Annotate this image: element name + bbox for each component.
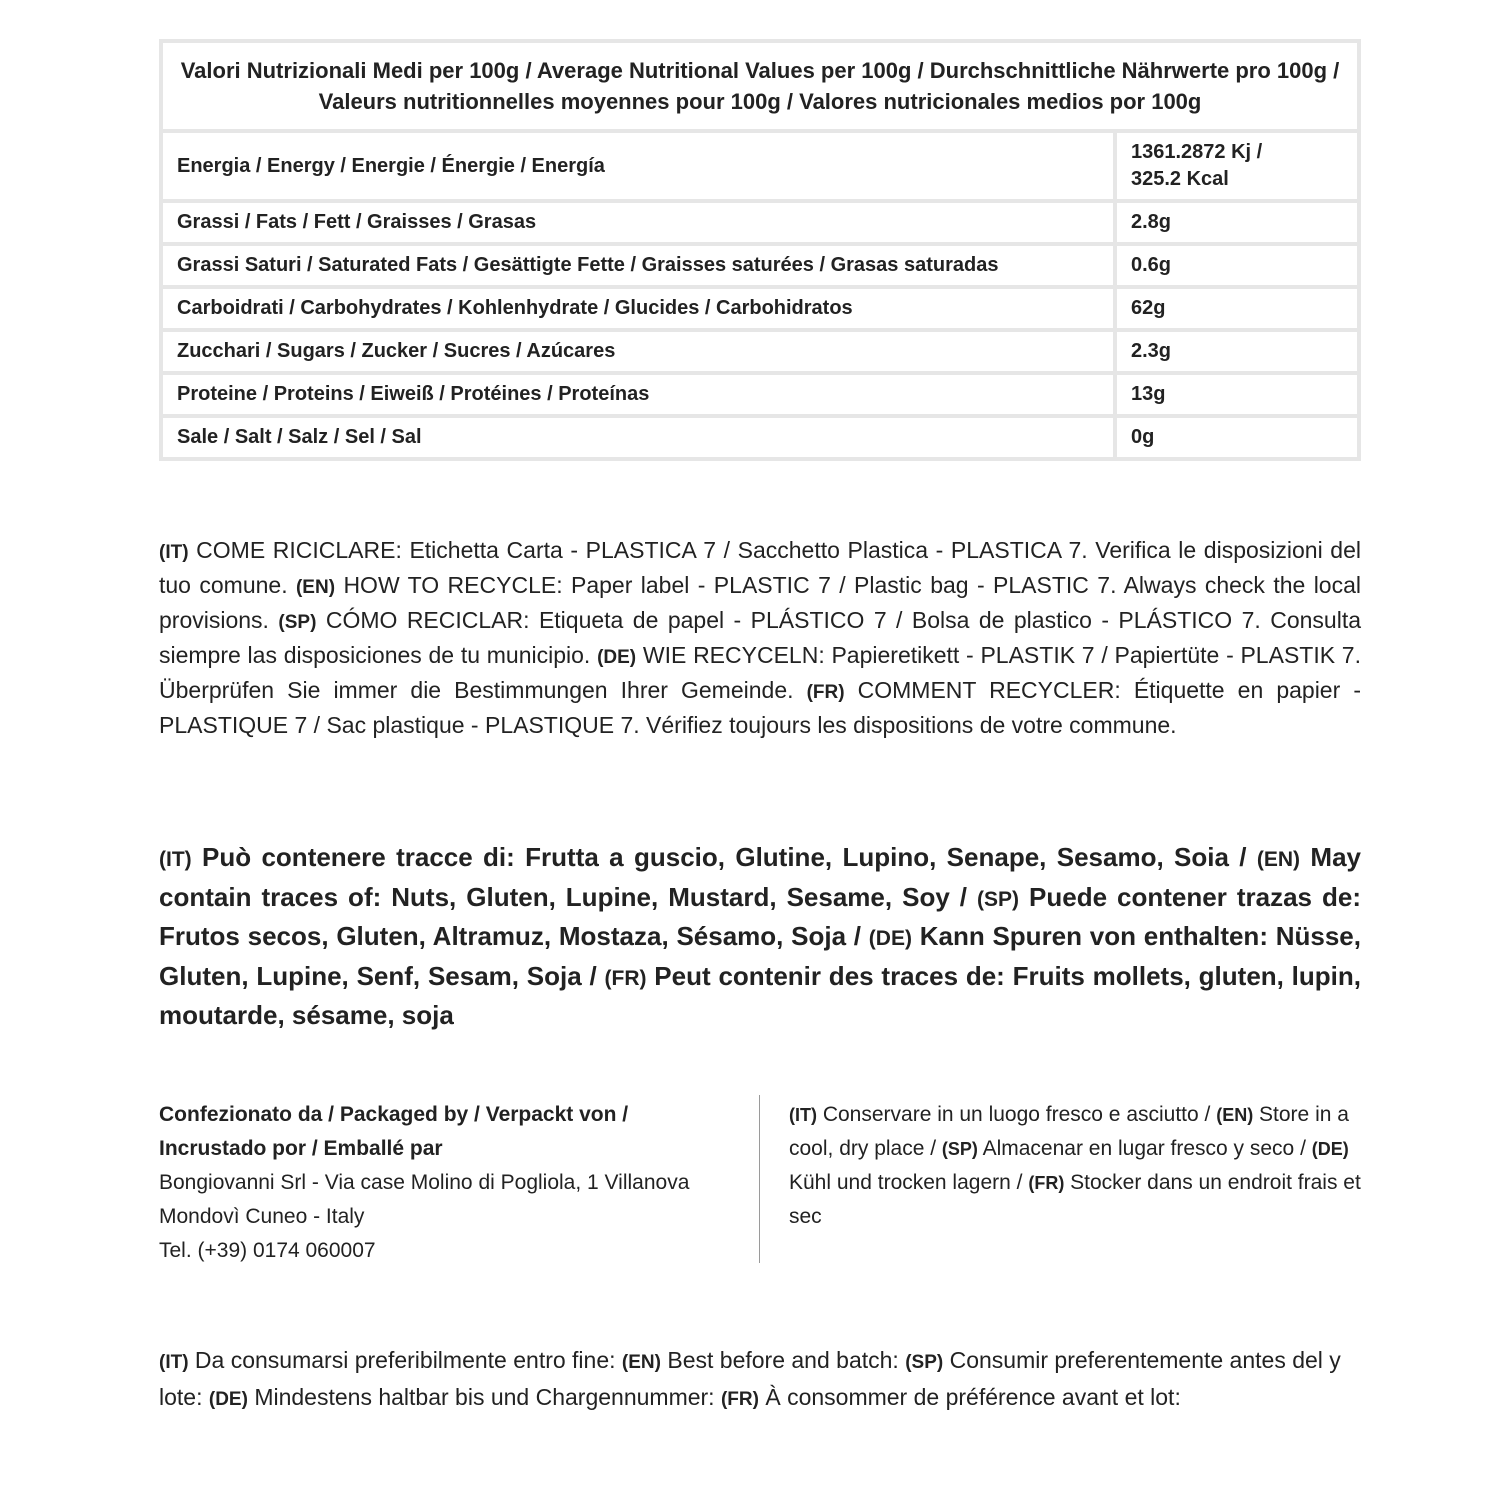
lang-tag-sp: (SP) [905,1352,944,1373]
storage-text-sp: Almacenar en lugar fresco y seco / [977,1137,1312,1160]
lang-tag-sp: (SP) [977,887,1020,911]
nutrient-label: Energia / Energy / Energie / Énergie / Energía [161,131,1115,201]
nutrition-row-carbohydrates [161,287,1359,330]
best-before-text-de: Mindestens haltbar bis und Chargennummer: [247,1384,721,1410]
best-before-text-fr: À consommer de préférence avant et lot: [758,1384,1181,1410]
nutrition-row-energy [161,131,1359,201]
nutrient-label: Proteine / Proteins / Eiweiß / Protéines / Proteínas [161,373,1115,416]
storage-text-en: Store in a cool, dry place / [789,1103,1349,1160]
packager-header-line2: Incrustado por / Emballé par [159,1137,443,1160]
recycle-text-de: WIE RECYCELN: Papieretikett - PLASTIK 7 / Papiertüte - PLASTIK 7. Überprüfen Sie immer die Bestimmungen Ihrer Gemeinde. [159,642,1361,703]
packager-address-line1: Bongiovanni Srl - Via case Molino di Pogliola, 1 Villanova [159,1171,690,1194]
lang-tag-it: (IT) [789,1105,817,1125]
lang-tag-en: (EN) [295,577,336,598]
allergen-text-fr: Peut contenir des traces de: Fruits mollets, gluten, lupin, moutarde, sésame, soja [159,960,1362,1030]
allergen-text-en: May contain traces of: Nuts, Gluten, Lupine, Mustard, Sesame, Soy / [159,842,1361,912]
lang-tag-fr: (FR) [1028,1173,1065,1193]
lang-tag-en: (EN) [621,1352,661,1373]
column-divider [759,1095,760,1263]
nutrient-label: Zucchari / Sugars / Zucker / Sucres / Azúcares [161,330,1115,373]
recycle-text-sp: CÓMO RECICLAR: Etiqueta de papel - PLÁSTICO 7 / Bolsa de plastico - PLÁSTICO 7. Consulta siempre las disposiciones de tu municipio. [159,607,1362,668]
allergen-warning [159,839,1361,1034]
energy-kj-value: 1361.2872 Kj / [1131,141,1263,163]
packager-phone: Tel. (+39) 0174 060007 [159,1239,376,1262]
nutrient-value [1115,131,1359,201]
allergen-text-it: Può contenere tracce di: Frutta a guscio, Glutine, Lupino, Senape, Sesamo, Soia / [191,842,1257,872]
nutrient-label: Grassi / Fats / Fett / Graisses / Grasas [161,201,1115,244]
lang-tag-en: (EN) [1216,1105,1254,1125]
lang-tag-de: (DE) [597,647,637,668]
packager-info [159,1098,739,1268]
nutrition-table [159,39,1361,461]
best-before-info [159,1343,1364,1417]
nutrient-value: 0g [1115,416,1359,459]
nutrient-value: 0.6g [1115,244,1359,287]
lang-tag-de: (DE) [208,1389,248,1410]
recycle-text-en: HOW TO RECYCLE: Paper label - PLASTIC 7 / Plastic bag - PLASTIC 7. Always check the local provisions. [159,572,1361,633]
allergen-text-sp: Puede contener trazas de: Frutos secos, Gluten, Altramuz, Mostaza, Sésamo, Soja / [159,881,1361,951]
nutrient-value: 2.3g [1115,330,1359,373]
lang-tag-fr: (FR) [806,682,845,703]
best-before-text-sp: Consumir preferentemente antes del y lote: [159,1347,1341,1410]
nutrient-label: Grassi Saturi / Saturated Fats / Gesättigte Fette / Graisses saturées / Grasas saturadas [161,244,1115,287]
nutrition-table-header: Valori Nutrizionali Medi per 100g / Average Nutritional Values per 100g / Durchschnittliche Nährwerte pro 100g / Valeurs nutritionnelles moyennes pour 100g / Valores nutricionales medios por 100g [161,41,1359,131]
lang-tag-sp: (SP) [278,612,317,633]
nutrient-label: Sale / Salt / Salz / Sel / Sal [161,416,1115,459]
best-before-text-en: Best before and batch: [660,1347,906,1373]
nutrient-value: 2.8g [1115,201,1359,244]
lang-tag-de: (DE) [868,927,912,950]
nutrition-row-salt [161,416,1359,459]
nutrient-value: 13g [1115,373,1359,416]
lang-tag-fr: (FR) [604,966,647,990]
recycling-instructions [159,534,1361,742]
best-before-text-it: Da consumarsi preferibilmente entro fine: [188,1347,622,1373]
lang-tag-it: (IT) [159,1352,189,1373]
nutrition-row-saturated-fats [161,244,1359,287]
packager-header-line1: Confezionato da / Packaged by / Verpackt von / [159,1103,629,1126]
packager-address-line2: Mondovì Cuneo - Italy [159,1205,365,1228]
nutrition-row-proteins [161,373,1359,416]
storage-text-fr: Stocker dans un endroit frais et sec [789,1171,1361,1228]
nutrition-row-fats [161,201,1359,244]
lang-tag-de: (DE) [1311,1139,1349,1159]
lang-tag-it: (IT) [159,542,189,563]
storage-text-de: Kühl und trocken lagern / [789,1171,1029,1194]
lang-tag-fr: (FR) [720,1389,759,1410]
lang-tag-sp: (SP) [941,1139,978,1159]
lang-tag-en: (EN) [1256,848,1301,871]
recycle-text-it: COME RICICLARE: Etichetta Carta - PLASTICA 7 / Sacchetto Plastica - PLASTICA 7. Verifica le disposizioni del tuo comune. [159,537,1361,598]
nutrient-label: Carboidrati / Carbohydrates / Kohlenhydrate / Glucides / Carbohidratos [161,287,1115,330]
lang-tag-it: (IT) [159,848,192,871]
recycle-text-fr: COMMENT RECYCLER: Étiquette en papier - PLASTIQUE 7 / Sac plastique - PLASTIQUE 7. Vérifiez toujours les dispositions de votre commune. [159,677,1361,738]
allergen-text-de: Kann Spuren von enthalten: Nüsse, Gluten, Lupine, Senf, Sesam, Soja / [159,921,1361,991]
storage-instructions [789,1098,1364,1234]
energy-kcal-value: 325.2 Kcal [1131,168,1229,190]
nutrition-row-sugars [161,330,1359,373]
nutrient-value: 62g [1115,287,1359,330]
storage-text-it: Conservare in un luogo fresco e asciutto / [816,1103,1217,1126]
